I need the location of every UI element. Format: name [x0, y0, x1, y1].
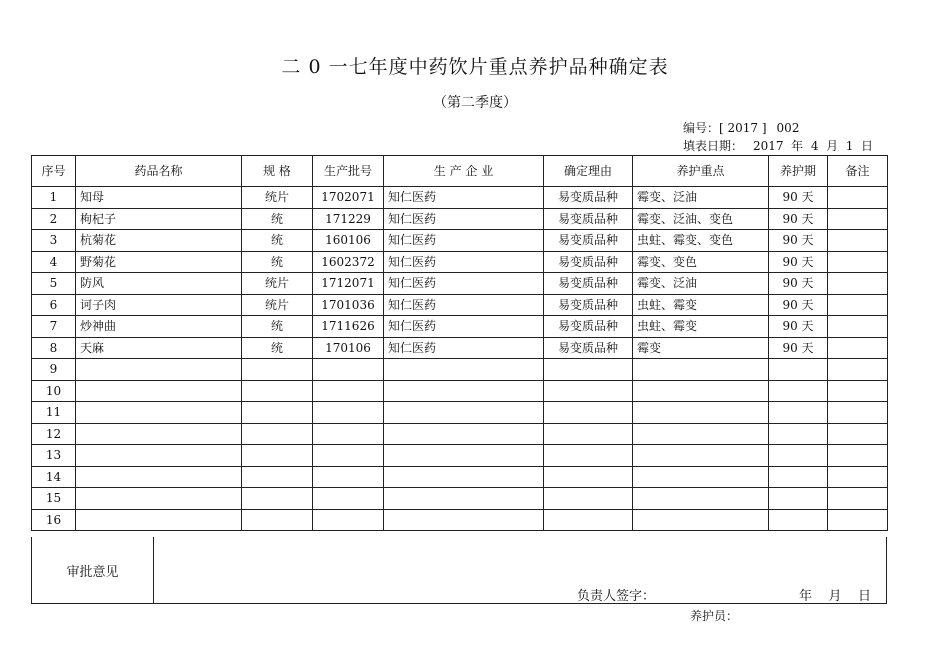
cell-no: 8	[32, 337, 76, 359]
maintenance-table	[31, 155, 888, 531]
cell-manufacturer: 知仁医药	[384, 208, 544, 230]
cell-batch: 170106	[313, 337, 384, 359]
header-reason: 确定理由	[544, 156, 633, 187]
cell-reason: 易变质品种	[544, 230, 633, 252]
cell-period	[769, 423, 828, 445]
fill-date-value: 2017 年 4 月 1 日	[753, 139, 873, 153]
cell-focus	[633, 402, 769, 424]
cell-spec	[242, 445, 313, 467]
cell-batch: 1701036	[313, 294, 384, 316]
document-subtitle: （第二季度）	[433, 95, 517, 111]
cell-remark	[828, 380, 888, 402]
cell-drug-name	[76, 359, 242, 381]
cell-period: 90 天	[769, 316, 828, 338]
cell-reason	[544, 359, 633, 381]
cell-period: 90 天	[769, 208, 828, 230]
cell-period: 90 天	[769, 230, 828, 252]
cell-no: 7	[32, 316, 76, 338]
cell-no: 6	[32, 294, 76, 316]
table-row	[32, 208, 888, 230]
cell-batch	[313, 466, 384, 488]
cell-batch	[313, 402, 384, 424]
cell-manufacturer	[384, 380, 544, 402]
cell-remark	[828, 488, 888, 510]
cell-manufacturer: 知仁医药	[384, 273, 544, 295]
cell-reason: 易变质品种	[544, 187, 633, 209]
cell-reason	[544, 488, 633, 510]
cell-batch	[313, 359, 384, 381]
table-row	[32, 359, 888, 381]
cell-drug-name: 诃子肉	[76, 294, 242, 316]
cell-period	[769, 445, 828, 467]
cell-drug-name	[76, 466, 242, 488]
cell-reason: 易变质品种	[544, 273, 633, 295]
cell-remark	[828, 445, 888, 467]
header-remark: 备注	[828, 156, 888, 187]
cell-focus: 虫蛀、霉变	[633, 294, 769, 316]
approval-label: 审批意见	[32, 537, 154, 603]
cell-remark	[828, 187, 888, 209]
cell-reason	[544, 423, 633, 445]
cell-drug-name: 枸杞子	[76, 208, 242, 230]
cell-remark	[828, 423, 888, 445]
cell-focus	[633, 445, 769, 467]
cell-period	[769, 402, 828, 424]
cell-batch: 1711626	[313, 316, 384, 338]
cell-no: 5	[32, 273, 76, 295]
cell-focus	[633, 423, 769, 445]
cell-manufacturer	[384, 423, 544, 445]
cell-spec	[242, 423, 313, 445]
cell-manufacturer: 知仁医药	[384, 230, 544, 252]
cell-period: 90 天	[769, 294, 828, 316]
cell-remark	[828, 359, 888, 381]
cell-focus: 霉变	[633, 337, 769, 359]
cell-manufacturer	[384, 445, 544, 467]
cell-remark	[828, 230, 888, 252]
cell-batch: 1702071	[313, 187, 384, 209]
cell-focus: 霉变、变色	[633, 251, 769, 273]
cell-no: 13	[32, 445, 76, 467]
cell-reason	[544, 509, 633, 531]
form-number-label: 编号：[ 2017 ]	[683, 121, 767, 135]
cell-no: 4	[32, 251, 76, 273]
cell-remark	[828, 402, 888, 424]
cell-spec: 统片	[242, 273, 313, 295]
cell-reason: 易变质品种	[544, 294, 633, 316]
table-row	[32, 316, 888, 338]
cell-no: 10	[32, 380, 76, 402]
cell-manufacturer	[384, 402, 544, 424]
cell-focus	[633, 509, 769, 531]
cell-spec: 统片	[242, 187, 313, 209]
cell-period: 90 天	[769, 187, 828, 209]
cell-manufacturer	[384, 466, 544, 488]
cell-batch	[313, 488, 384, 510]
table-header-row	[32, 156, 888, 187]
table-row	[32, 273, 888, 295]
cell-drug-name	[76, 402, 242, 424]
cell-remark	[828, 273, 888, 295]
cell-focus	[633, 359, 769, 381]
cell-manufacturer: 知仁医药	[384, 251, 544, 273]
cell-reason: 易变质品种	[544, 316, 633, 338]
cell-spec: 统	[242, 230, 313, 252]
cell-batch	[313, 509, 384, 531]
cell-batch: 1602372	[313, 251, 384, 273]
form-number	[683, 119, 799, 136]
cell-manufacturer	[384, 509, 544, 531]
cell-drug-name: 知母	[76, 187, 242, 209]
table-row	[32, 488, 888, 510]
fill-date-label: 填表日期：	[683, 139, 744, 153]
header-period: 养护期	[769, 156, 828, 187]
cell-focus: 虫蛀、霉变、变色	[633, 230, 769, 252]
signature-label: 负责人签字：	[577, 589, 656, 604]
cell-manufacturer: 知仁医药	[384, 337, 544, 359]
cell-period	[769, 466, 828, 488]
table-row	[32, 294, 888, 316]
cell-drug-name	[76, 509, 242, 531]
cell-reason: 易变质品种	[544, 208, 633, 230]
cell-reason	[544, 402, 633, 424]
header-drug-name: 药品名称	[76, 156, 242, 187]
cell-focus: 霉变、泛油、变色	[633, 208, 769, 230]
cell-remark	[828, 294, 888, 316]
cell-period	[769, 359, 828, 381]
cell-drug-name: 天麻	[76, 337, 242, 359]
cell-no: 3	[32, 230, 76, 252]
table-row	[32, 509, 888, 531]
cell-no: 2	[32, 208, 76, 230]
cell-remark	[828, 466, 888, 488]
cell-remark	[828, 337, 888, 359]
cell-drug-name	[76, 488, 242, 510]
cell-spec	[242, 509, 313, 531]
table-row	[32, 251, 888, 273]
table-row	[32, 337, 888, 359]
cell-spec: 统	[242, 251, 313, 273]
form-number-value: 002	[776, 121, 800, 135]
cell-focus: 虫蛀、霉变	[633, 316, 769, 338]
cell-spec	[242, 466, 313, 488]
cell-drug-name: 炒神曲	[76, 316, 242, 338]
cell-manufacturer	[384, 488, 544, 510]
cell-reason	[544, 380, 633, 402]
cell-batch	[313, 380, 384, 402]
header-no: 序号	[32, 156, 76, 187]
fill-date	[683, 137, 873, 154]
header-spec: 规 格	[242, 156, 313, 187]
cell-batch: 171229	[313, 208, 384, 230]
cell-spec	[242, 380, 313, 402]
cell-spec: 统	[242, 337, 313, 359]
cell-no: 12	[32, 423, 76, 445]
approval-date: 年 月 日	[799, 589, 872, 604]
cell-remark	[828, 251, 888, 273]
cell-batch: 1712071	[313, 273, 384, 295]
table-row	[32, 187, 888, 209]
table-row	[32, 380, 888, 402]
cell-focus	[633, 466, 769, 488]
cell-period	[769, 509, 828, 531]
cell-spec	[242, 359, 313, 381]
cell-period	[769, 380, 828, 402]
cell-period	[769, 488, 828, 510]
cell-drug-name	[76, 423, 242, 445]
cell-spec: 统	[242, 316, 313, 338]
cell-reason: 易变质品种	[544, 337, 633, 359]
cell-no: 9	[32, 359, 76, 381]
cell-drug-name	[76, 380, 242, 402]
cell-remark	[828, 509, 888, 531]
cell-spec	[242, 402, 313, 424]
cell-manufacturer: 知仁医药	[384, 187, 544, 209]
header-focus: 养护重点	[633, 156, 769, 187]
cell-period: 90 天	[769, 273, 828, 295]
cell-period: 90 天	[769, 251, 828, 273]
cell-drug-name	[76, 445, 242, 467]
table-row	[32, 445, 888, 467]
cell-spec: 统片	[242, 294, 313, 316]
cell-batch	[313, 445, 384, 467]
cell-no: 14	[32, 466, 76, 488]
cell-drug-name: 杭菊花	[76, 230, 242, 252]
table-row	[32, 402, 888, 424]
cell-no: 1	[32, 187, 76, 209]
table-row	[32, 466, 888, 488]
cell-no: 16	[32, 509, 76, 531]
cell-batch	[313, 423, 384, 445]
cell-no: 11	[32, 402, 76, 424]
cell-manufacturer	[384, 359, 544, 381]
keeper-label: 养护员：	[690, 609, 739, 623]
cell-focus: 霉变、泛油	[633, 187, 769, 209]
cell-focus	[633, 380, 769, 402]
approval-section	[31, 537, 887, 604]
cell-no: 15	[32, 488, 76, 510]
table-row	[32, 423, 888, 445]
cell-reason	[544, 466, 633, 488]
cell-focus: 霉变、泛油	[633, 273, 769, 295]
cell-reason: 易变质品种	[544, 251, 633, 273]
cell-batch: 160106	[313, 230, 384, 252]
cell-period: 90 天	[769, 337, 828, 359]
document-title: 二 0 一七年度中药饮片重点养护品种确定表	[281, 56, 669, 78]
header-manufacturer: 生 产 企 业	[384, 156, 544, 187]
cell-focus	[633, 488, 769, 510]
cell-spec	[242, 488, 313, 510]
cell-manufacturer: 知仁医药	[384, 294, 544, 316]
cell-remark	[828, 208, 888, 230]
cell-manufacturer: 知仁医药	[384, 316, 544, 338]
cell-spec: 统	[242, 208, 313, 230]
header-batch: 生产批号	[313, 156, 384, 187]
cell-remark	[828, 316, 888, 338]
cell-drug-name: 野菊花	[76, 251, 242, 273]
cell-reason	[544, 445, 633, 467]
table-row	[32, 230, 888, 252]
cell-drug-name: 防风	[76, 273, 242, 295]
